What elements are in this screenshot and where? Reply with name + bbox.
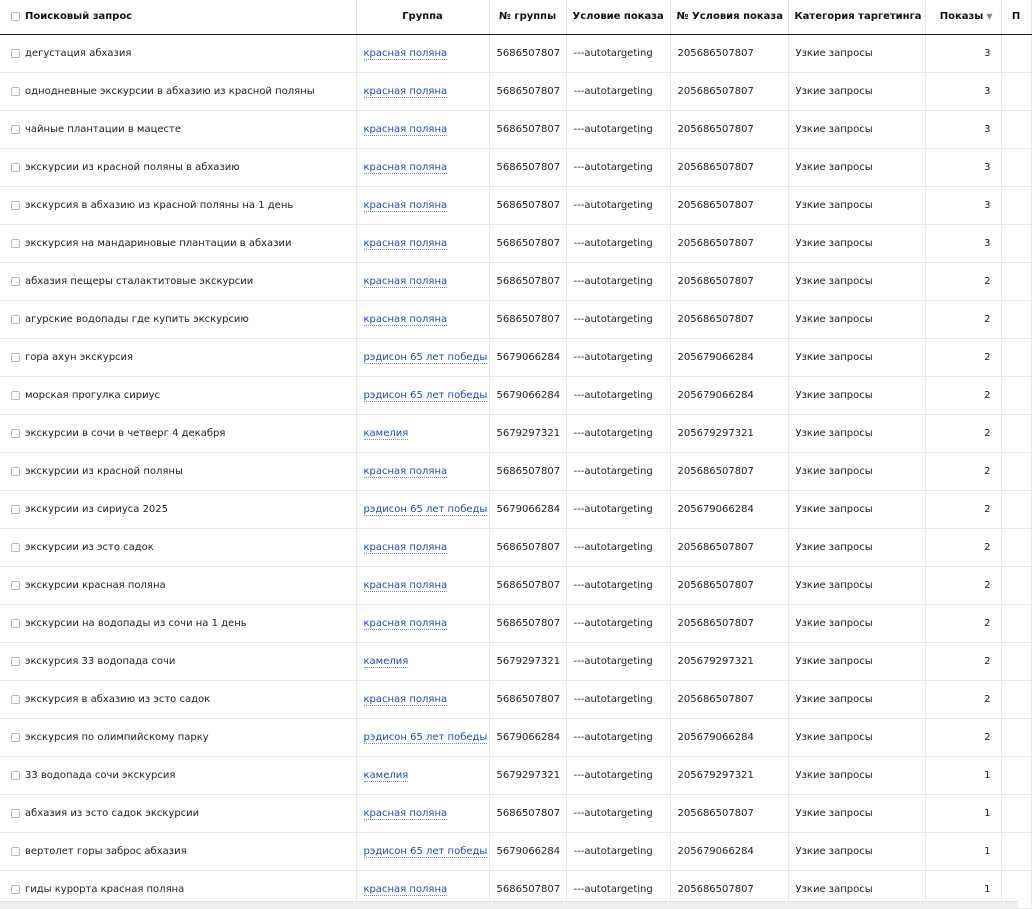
shows-cell: 2: [925, 642, 1001, 680]
row-checkbox[interactable]: [11, 467, 20, 476]
table-row[interactable]: [0, 756, 1031, 794]
condition-cell: ---autotargeting: [566, 110, 670, 148]
header-row: [0, 0, 1031, 34]
row-checkbox[interactable]: [11, 163, 20, 172]
query-text: экскурсии из красной поляны в абхазию: [25, 161, 240, 173]
row-checkbox[interactable]: [11, 239, 20, 248]
group-no-cell: 5686507807: [489, 528, 566, 566]
shows-cell: 3: [925, 186, 1001, 224]
group-cell: [356, 490, 489, 528]
header-group-no[interactable]: [489, 0, 566, 34]
condition-no-cell: 205686507807: [670, 870, 788, 908]
group-no-cell: 5686507807: [489, 604, 566, 642]
sort-descending-icon[interactable]: ▼: [986, 12, 993, 22]
table-row[interactable]: [0, 452, 1031, 490]
shows-cell: 2: [925, 300, 1001, 338]
condition-cell: ---autotargeting: [566, 34, 670, 72]
row-checkbox[interactable]: [11, 581, 20, 590]
header-category[interactable]: [788, 0, 925, 34]
condition-no-cell: 205686507807: [670, 34, 788, 72]
condition-cell: ---autotargeting: [566, 186, 670, 224]
category-cell: Узкие запросы: [788, 338, 925, 376]
group-cell: [356, 452, 489, 490]
category-cell: Узкие запросы: [788, 34, 925, 72]
group-cell: [356, 186, 489, 224]
group-link[interactable]: красная поляна: [363, 313, 448, 325]
header-next-column[interactable]: [1001, 0, 1031, 34]
table-row[interactable]: [0, 224, 1031, 262]
shows-cell: 3: [925, 72, 1001, 110]
next-cell: [1001, 490, 1031, 528]
condition-no-cell: 205686507807: [670, 794, 788, 832]
category-cell: Узкие запросы: [788, 300, 925, 338]
row-checkbox[interactable]: [11, 277, 20, 286]
condition-cell: ---autotargeting: [566, 832, 670, 870]
header-category-label: Категория таргетинга: [794, 11, 922, 23]
query-cell: [0, 604, 356, 642]
group-cell: [356, 338, 489, 376]
next-cell: [1001, 300, 1031, 338]
query-text: экскурсия по олимпийскому парку: [25, 731, 209, 743]
condition-cell: ---autotargeting: [566, 300, 670, 338]
category-cell: Узкие запросы: [788, 224, 925, 262]
query-cell: [0, 452, 356, 490]
table-header: [0, 0, 1031, 34]
table-row[interactable]: [0, 148, 1031, 186]
table-row[interactable]: [0, 604, 1031, 642]
condition-cell: ---autotargeting: [566, 72, 670, 110]
condition-no-cell: 205686507807: [670, 224, 788, 262]
group-link[interactable]: красная поляна: [363, 237, 448, 249]
group-link[interactable]: рэдисон 65 лет победы: [363, 351, 488, 363]
group-cell: [356, 376, 489, 414]
group-no-cell: 5679066284: [489, 338, 566, 376]
group-no-cell: 5679297321: [489, 756, 566, 794]
shows-cell: 3: [925, 110, 1001, 148]
horizontal-scrollbar[interactable]: [0, 901, 1018, 908]
condition-no-cell: 205679066284: [670, 338, 788, 376]
query-text: абхазия из эсто садок экскурсии: [25, 807, 200, 819]
query-cell: [0, 832, 356, 870]
group-cell: [356, 680, 489, 718]
table-row[interactable]: [0, 186, 1031, 224]
category-cell: Узкие запросы: [788, 490, 925, 528]
group-no-cell: 5686507807: [489, 680, 566, 718]
shows-cell: 2: [925, 604, 1001, 642]
query-text: экскурсии красная поляна: [25, 579, 166, 591]
row-checkbox[interactable]: [11, 657, 20, 666]
row-checkbox[interactable]: [11, 809, 20, 818]
group-link[interactable]: красная поляна: [363, 465, 448, 477]
table-body: [0, 34, 1031, 908]
group-cell: [356, 794, 489, 832]
category-cell: Узкие запросы: [788, 72, 925, 110]
query-text: экскурсия 33 водопада сочи: [25, 655, 176, 667]
next-cell: [1001, 414, 1031, 452]
group-link[interactable]: красная поляна: [363, 693, 448, 705]
shows-cell: 3: [925, 224, 1001, 262]
query-text: гора ахун экскурсия: [25, 351, 134, 363]
category-cell: Узкие запросы: [788, 756, 925, 794]
table-row[interactable]: [0, 642, 1031, 680]
group-cell: [356, 34, 489, 72]
condition-cell: ---autotargeting: [566, 452, 670, 490]
query-text: экскурсии на водопады из сочи на 1 день: [25, 617, 247, 629]
category-cell: Узкие запросы: [788, 604, 925, 642]
group-no-cell: 5686507807: [489, 566, 566, 604]
condition-no-cell: 205686507807: [670, 186, 788, 224]
query-cell: [0, 756, 356, 794]
query-cell: [0, 794, 356, 832]
condition-cell: ---autotargeting: [566, 794, 670, 832]
condition-cell: ---autotargeting: [566, 262, 670, 300]
next-cell: [1001, 832, 1031, 870]
header-shows-label: Показы: [939, 11, 984, 23]
group-link[interactable]: красная поляна: [363, 579, 448, 591]
table-row[interactable]: [0, 414, 1031, 452]
group-cell: [356, 528, 489, 566]
group-link[interactable]: камелия: [363, 427, 409, 439]
group-cell: [356, 224, 489, 262]
group-cell: [356, 300, 489, 338]
group-cell: [356, 148, 489, 186]
query-cell: [0, 72, 356, 110]
header-group-label: Группа: [402, 11, 443, 23]
group-no-cell: 5679066284: [489, 832, 566, 870]
query-cell: [0, 642, 356, 680]
group-cell: [356, 566, 489, 604]
condition-cell: ---autotargeting: [566, 604, 670, 642]
next-cell: [1001, 566, 1031, 604]
query-text: дегустация абхазия: [25, 47, 132, 59]
group-no-cell: 5686507807: [489, 300, 566, 338]
group-link[interactable]: красная поляна: [363, 541, 448, 553]
category-cell: Узкие запросы: [788, 718, 925, 756]
condition-cell: ---autotargeting: [566, 680, 670, 718]
group-link[interactable]: красная поляна: [363, 47, 448, 59]
row-checkbox[interactable]: [11, 49, 20, 58]
table-row[interactable]: [0, 566, 1031, 604]
row-checkbox[interactable]: [11, 543, 20, 552]
group-link[interactable]: красная поляна: [363, 883, 448, 895]
query-cell: [0, 528, 356, 566]
shows-cell: 2: [925, 566, 1001, 604]
condition-no-cell: 205679297321: [670, 642, 788, 680]
condition-cell: ---autotargeting: [566, 718, 670, 756]
next-cell: [1001, 756, 1031, 794]
select-all-checkbox[interactable]: [11, 12, 20, 21]
shows-cell: 1: [925, 794, 1001, 832]
query-text: однодневные экскурсии в абхазию из красной поляны: [25, 85, 315, 97]
group-cell: [356, 642, 489, 680]
group-cell: [356, 262, 489, 300]
condition-cell: ---autotargeting: [566, 224, 670, 262]
table-row[interactable]: [0, 110, 1031, 148]
next-cell: [1001, 224, 1031, 262]
group-no-cell: 5686507807: [489, 262, 566, 300]
group-cell: [356, 72, 489, 110]
next-cell: [1001, 794, 1031, 832]
category-cell: Узкие запросы: [788, 566, 925, 604]
condition-no-cell: 205679066284: [670, 376, 788, 414]
row-checkbox[interactable]: [11, 733, 20, 742]
shows-cell: 3: [925, 34, 1001, 72]
group-no-cell: 5679066284: [489, 718, 566, 756]
query-cell: [0, 224, 356, 262]
condition-no-cell: 205679297321: [670, 756, 788, 794]
table-row[interactable]: [0, 34, 1031, 72]
group-link[interactable]: камелия: [363, 769, 409, 781]
group-no-cell: 5686507807: [489, 110, 566, 148]
query-text: гиды курорта красная поляна: [25, 883, 185, 895]
next-cell: [1001, 718, 1031, 756]
group-no-cell: 5679297321: [489, 642, 566, 680]
condition-cell: ---autotargeting: [566, 338, 670, 376]
group-no-cell: 5686507807: [489, 148, 566, 186]
group-no-cell: 5686507807: [489, 72, 566, 110]
next-cell: [1001, 376, 1031, 414]
table-row[interactable]: [0, 338, 1031, 376]
shows-cell: 2: [925, 262, 1001, 300]
next-cell: [1001, 604, 1031, 642]
group-link[interactable]: рэдисон 65 лет победы: [363, 503, 488, 515]
group-link[interactable]: красная поляна: [363, 807, 448, 819]
table-row[interactable]: [0, 794, 1031, 832]
condition-no-cell: 205686507807: [670, 110, 788, 148]
row-checkbox[interactable]: [11, 695, 20, 704]
query-text: морская прогулка сириус: [25, 389, 161, 401]
shows-cell: 1: [925, 756, 1001, 794]
query-text: абхазия пещеры сталактитовые экскурсии: [25, 275, 254, 287]
condition-cell: ---autotargeting: [566, 642, 670, 680]
next-cell: [1001, 338, 1031, 376]
next-cell: [1001, 148, 1031, 186]
query-cell: [0, 338, 356, 376]
group-no-cell: 5679066284: [489, 490, 566, 528]
condition-no-cell: 205686507807: [670, 262, 788, 300]
group-link[interactable]: рэдисон 65 лет победы: [363, 845, 488, 857]
query-text: 33 водопада сочи экскурсия: [25, 769, 176, 781]
group-link[interactable]: рэдисон 65 лет победы: [363, 389, 488, 401]
group-link[interactable]: красная поляна: [363, 161, 448, 173]
header-query[interactable]: [0, 0, 356, 34]
condition-cell: ---autotargeting: [566, 756, 670, 794]
group-no-cell: 5686507807: [489, 870, 566, 908]
condition-cell: ---autotargeting: [566, 376, 670, 414]
table-row[interactable]: [0, 490, 1031, 528]
row-checkbox[interactable]: [11, 847, 20, 856]
group-no-cell: 5679066284: [489, 376, 566, 414]
header-query-label: Поисковый запрос: [25, 11, 133, 23]
group-link[interactable]: красная поляна: [363, 617, 448, 629]
query-cell: [0, 566, 356, 604]
condition-cell: ---autotargeting: [566, 528, 670, 566]
table-row[interactable]: [0, 718, 1031, 756]
shows-cell: 2: [925, 376, 1001, 414]
shows-cell: 1: [925, 870, 1001, 908]
category-cell: Узкие запросы: [788, 262, 925, 300]
shows-cell: 2: [925, 490, 1001, 528]
group-cell: [356, 110, 489, 148]
next-cell: [1001, 186, 1031, 224]
query-cell: [0, 262, 356, 300]
query-text: экскурсия в абхазию из красной поляны на 1 день: [25, 199, 294, 211]
row-checkbox[interactable]: [11, 87, 20, 96]
condition-no-cell: 205686507807: [670, 148, 788, 186]
query-cell: [0, 186, 356, 224]
condition-cell: ---autotargeting: [566, 870, 670, 908]
table-row[interactable]: [0, 832, 1031, 870]
query-text: экскурсия в абхазию из эсто садок: [25, 693, 211, 705]
next-cell: [1001, 642, 1031, 680]
condition-no-cell: 205679066284: [670, 490, 788, 528]
header-group[interactable]: [356, 0, 489, 34]
group-cell: [356, 718, 489, 756]
condition-cell: ---autotargeting: [566, 566, 670, 604]
shows-cell: 2: [925, 718, 1001, 756]
category-cell: Узкие запросы: [788, 414, 925, 452]
group-no-cell: 5686507807: [489, 452, 566, 490]
group-cell: [356, 604, 489, 642]
group-cell: [356, 832, 489, 870]
shows-cell: 2: [925, 452, 1001, 490]
query-cell: [0, 300, 356, 338]
shows-cell: 2: [925, 338, 1001, 376]
condition-no-cell: 205686507807: [670, 680, 788, 718]
table-row[interactable]: [0, 72, 1031, 110]
query-cell: [0, 148, 356, 186]
group-cell: [356, 414, 489, 452]
category-cell: Узкие запросы: [788, 680, 925, 718]
query-text: экскурсии из красной поляны: [25, 465, 183, 477]
category-cell: Узкие запросы: [788, 148, 925, 186]
condition-no-cell: 205679066284: [670, 718, 788, 756]
category-cell: Узкие запросы: [788, 376, 925, 414]
category-cell: Узкие запросы: [788, 110, 925, 148]
row-checkbox[interactable]: [11, 315, 20, 324]
table-row[interactable]: [0, 680, 1031, 718]
group-no-cell: 5686507807: [489, 224, 566, 262]
condition-no-cell: 205679297321: [670, 414, 788, 452]
condition-no-cell: 205686507807: [670, 604, 788, 642]
next-cell: [1001, 528, 1031, 566]
group-link[interactable]: камелия: [363, 655, 409, 667]
table-row[interactable]: [0, 262, 1031, 300]
group-no-cell: 5686507807: [489, 186, 566, 224]
condition-no-cell: 205686507807: [670, 528, 788, 566]
group-link[interactable]: красная поляна: [363, 199, 448, 211]
row-checkbox[interactable]: [11, 353, 20, 362]
condition-cell: ---autotargeting: [566, 490, 670, 528]
group-link[interactable]: красная поляна: [363, 275, 448, 287]
shows-cell: 3: [925, 148, 1001, 186]
shows-cell: 2: [925, 680, 1001, 718]
next-cell: [1001, 680, 1031, 718]
header-condition-no-label: № Условия показа: [676, 11, 783, 23]
category-cell: Узкие запросы: [788, 870, 925, 908]
next-cell: [1001, 110, 1031, 148]
row-checkbox[interactable]: [11, 125, 20, 134]
group-link[interactable]: красная поляна: [363, 123, 448, 135]
condition-no-cell: 205686507807: [670, 72, 788, 110]
query-text: чайные плантации в мацесте: [25, 123, 182, 135]
next-cell: [1001, 262, 1031, 300]
header-condition-no[interactable]: [670, 0, 788, 34]
row-checkbox[interactable]: [11, 619, 20, 628]
condition-no-cell: 205686507807: [670, 452, 788, 490]
query-text: экскурсии из эсто садок: [25, 541, 154, 553]
next-cell: [1001, 34, 1031, 72]
shows-cell: 2: [925, 528, 1001, 566]
shows-cell: 2: [925, 414, 1001, 452]
shows-cell: 1: [925, 832, 1001, 870]
category-cell: Узкие запросы: [788, 528, 925, 566]
row-checkbox[interactable]: [11, 201, 20, 210]
header-shows[interactable]: [925, 0, 1001, 34]
header-condition[interactable]: [566, 0, 670, 34]
table-row[interactable]: [0, 528, 1031, 566]
next-cell: [1001, 72, 1031, 110]
query-cell: [0, 490, 356, 528]
group-no-cell: 5679297321: [489, 414, 566, 452]
category-cell: Узкие запросы: [788, 794, 925, 832]
group-link[interactable]: рэдисон 65 лет победы: [363, 731, 488, 743]
group-no-cell: 5686507807: [489, 794, 566, 832]
next-cell: [1001, 452, 1031, 490]
category-cell: Узкие запросы: [788, 186, 925, 224]
group-cell: [356, 756, 489, 794]
query-cell: [0, 414, 356, 452]
query-cell: [0, 376, 356, 414]
query-cell: [0, 680, 356, 718]
row-checkbox[interactable]: [11, 505, 20, 514]
condition-no-cell: 205686507807: [670, 300, 788, 338]
query-text: экскурсии в сочи в четверг 4 декабря: [25, 427, 226, 439]
query-cell: [0, 718, 356, 756]
category-cell: Узкие запросы: [788, 832, 925, 870]
query-text: экскурсия на мандариновые плантации в абхазии: [25, 237, 292, 249]
group-link[interactable]: красная поляна: [363, 85, 448, 97]
query-text: агурские водопады где купить экскурсию: [25, 313, 249, 325]
row-checkbox[interactable]: [11, 771, 20, 780]
row-checkbox[interactable]: [11, 391, 20, 400]
condition-no-cell: 205679066284: [670, 832, 788, 870]
header-condition-label: Условие показа: [572, 11, 664, 23]
query-text: вертолет горы заброс абхазия: [25, 845, 187, 857]
table-row[interactable]: [0, 300, 1031, 338]
category-cell: Узкие запросы: [788, 642, 925, 680]
query-cell: [0, 110, 356, 148]
header-next-label: П: [1011, 11, 1021, 23]
category-cell: Узкие запросы: [788, 452, 925, 490]
table-row[interactable]: [0, 376, 1031, 414]
query-text: экскурсии из сириуса 2025: [25, 503, 169, 515]
header-group-no-label: № группы: [498, 11, 557, 23]
condition-no-cell: 205686507807: [670, 566, 788, 604]
query-cell: [0, 34, 356, 72]
row-checkbox[interactable]: [11, 885, 20, 894]
condition-cell: ---autotargeting: [566, 414, 670, 452]
group-no-cell: 5686507807: [489, 34, 566, 72]
condition-cell: ---autotargeting: [566, 148, 670, 186]
row-checkbox[interactable]: [11, 429, 20, 438]
